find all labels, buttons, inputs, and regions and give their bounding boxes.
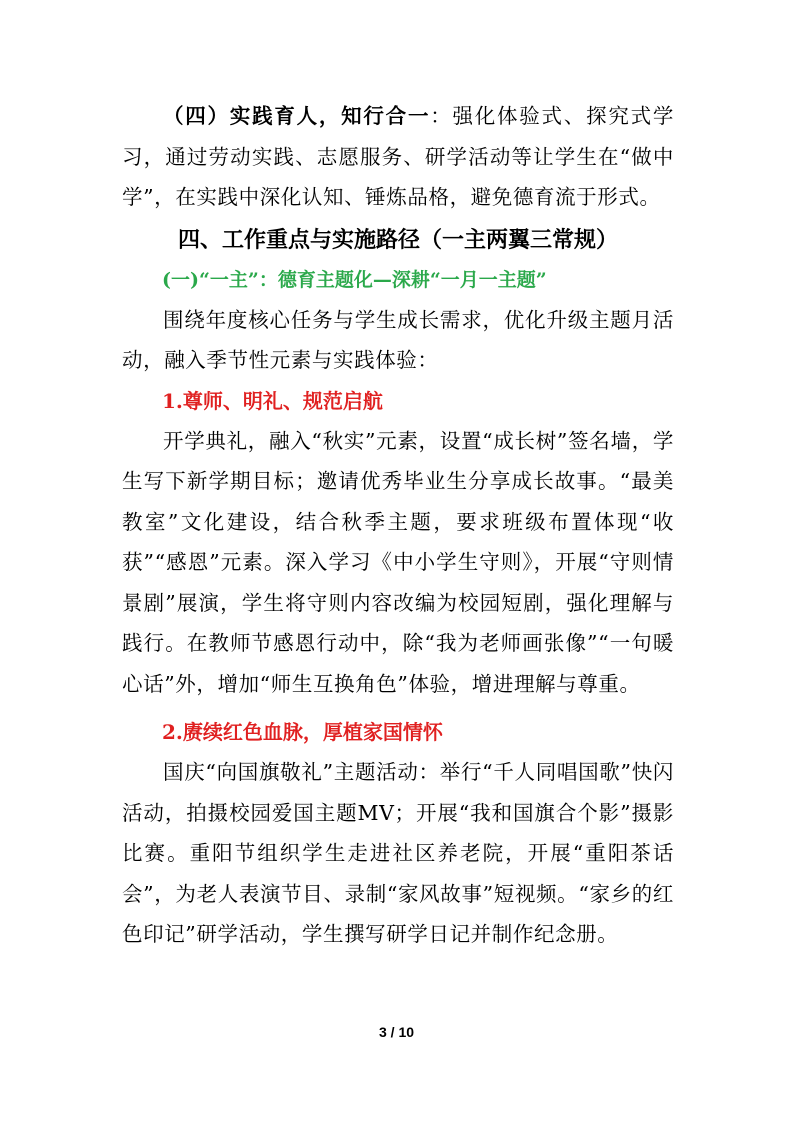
item1-title: 1.尊师、明礼、规范启航: [162, 388, 383, 413]
subsection-heading: (一)“一主”：德育主题化—深耕“一月一主题”: [162, 268, 547, 291]
item2-title: 2.赓续红色血脉，厚植家国情怀: [162, 720, 443, 744]
item2-paragraph: 国庆“向国旗敬礼”主题活动：举行“千人同唱国歌”快闪活动，拍摄校园爱国主题MV；开展“我和国旗合个影”摄影比赛。重阳节组织学生走进社区养老院，开展“重阳茶话会”，为老人表演节目、录制“家风故事”短视频。“家乡的红色印记”研学活动，学生撰写研学日记并制作纪念册。: [122, 760, 674, 946]
intro-paragraph: 围绕年度核心任务与学生成长需求，优化升级主题月活动，融入季节性元素与实践体验：: [122, 307, 674, 372]
section4-lead: （四）实践育人，知行合一: [163, 104, 431, 128]
document-page: [122, 96, 674, 955]
section4-text: ：强化体验式、探究式学习，通过劳动实践、志愿服务、研学活动等让学生在“做中学”，在实践中深化认知、锤炼品格，避免德育流于形式。: [122, 104, 674, 209]
section4-paragraph: [122, 96, 674, 218]
page-number: 3 / 10: [378, 1024, 415, 1040]
section-heading: 四、工作重点与实施路径（一主两翼三常规）: [177, 226, 618, 253]
item1-paragraph: 开学典礼，融入“秋实”元素，设置“成长树”签名墙，学生写下新学期目标；邀请优秀毕业生分享成长故事。“最美教室”文化建设，结合秋季主题，要求班级布置体现“收获”“感恩”元素。深入学习《中小学生守则》，开展“守则情景剧”展演，学生将守则内容改编为校园短剧，强化理解与践行。在教师节感恩行动中，除“我为老师画张像”“一句暖心话”外，增加“师生互换角色”体验，增进理解与尊重。: [122, 428, 674, 696]
